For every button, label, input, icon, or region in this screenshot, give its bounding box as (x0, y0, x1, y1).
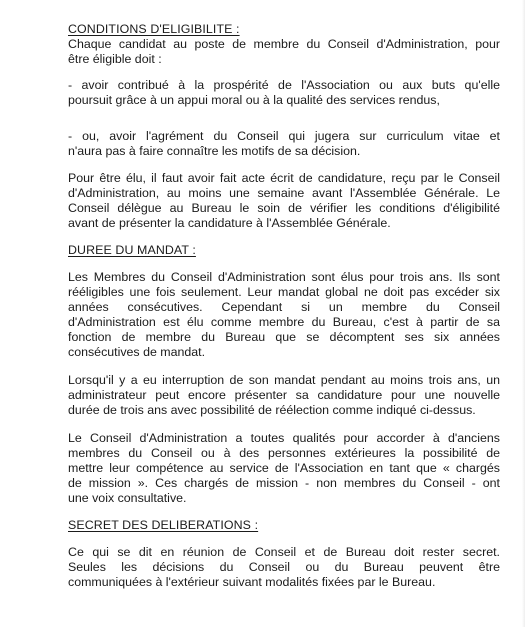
paragraph-line: administrateur peut encore présenter sa candidature pour une nouvelle (68, 388, 500, 402)
paragraph-line: membres du Conseil ou à des personnes extérieures la possibilité de (68, 446, 500, 460)
paragraph-line: Pour être élu, il faut avoir fait acte écrit de candidature, reçu par le Conseil (68, 171, 500, 185)
paragraph-line: Ce qui se dit en réunion de Conseil et de Bureau doit rester secret. (68, 545, 500, 559)
paragraph-line: Lorsqu'il y a eu interruption de son mandat pendant au moins trois ans, un (68, 373, 500, 387)
paragraph-line: mettre leur compétence au service de l'Association en tant que « chargés (68, 461, 500, 475)
paragraph-line: consécutives de mandat. (68, 345, 206, 359)
paragraph-line: rééligibles une fois seulement. Leur mandat global ne doit pas excéder six (68, 285, 500, 299)
paragraph-line: Conseil délègue au Bureau le soin de vérifier les conditions d'éligibilité (68, 201, 500, 215)
list-item-line: - avoir contribué à la prospérité de l'Association ou aux buts qu'elle (68, 78, 500, 92)
paragraph-line: durée de trois ans avec possibilité de réélection comme indiqué ci-dessus. (68, 403, 476, 417)
paragraph-line: d'Administration, au moins une semaine avant l'Assemblée Générale. Le (68, 186, 500, 200)
paragraph-line: Chaque candidat au poste de membre du Conseil d'Administration, pour (68, 37, 500, 51)
list-item-line: poursuit grâce à un appui moral ou à la qualité des services rendus, (68, 93, 440, 107)
paragraph-line: Seules les décisions du Conseil ou du Bureau peuvent être (68, 560, 500, 574)
paragraph-line: de mission ». Ces chargés de mission - non membres du Conseil - ont (68, 476, 500, 490)
heading-eligibilite: CONDITIONS D'ELIGIBILITE : (68, 22, 240, 36)
paragraph-line: être éligible doit : (68, 52, 162, 66)
heading-deliberations: SECRET DES DELIBERATIONS : (68, 518, 259, 532)
paragraph-line: une voix consultative. (68, 491, 187, 505)
paragraph-line: Le Conseil d'Administration a toutes qualités pour accorder à d'anciens (68, 431, 500, 445)
paragraph-line: années consécutives. Cependant si un membre du Conseil (68, 300, 500, 314)
paragraph-line: d'Administration est élu comme membre du Bureau, c'est à partir de sa (68, 315, 500, 329)
list-item-line: - ou, avoir l'agrément du Conseil qui jugera sur curriculum vitae et (68, 129, 500, 143)
list-item-line: n'aura pas à faire connaître les motifs de sa décision. (68, 144, 361, 158)
heading-mandat: DUREE DU MANDAT : (68, 243, 196, 257)
paragraph-line: avant de présenter la candidature à l'Assemblée Générale. (68, 216, 391, 230)
paragraph-line: fonction de membre du Bureau que se décomptent ses six années (68, 330, 500, 344)
paragraph-line: Les Membres du Conseil d'Administration sont élus pour trois ans. Ils sont (68, 270, 500, 284)
paragraph-line: communiquées à l'extérieur suivant modalités fixées par le Bureau. (68, 575, 436, 589)
